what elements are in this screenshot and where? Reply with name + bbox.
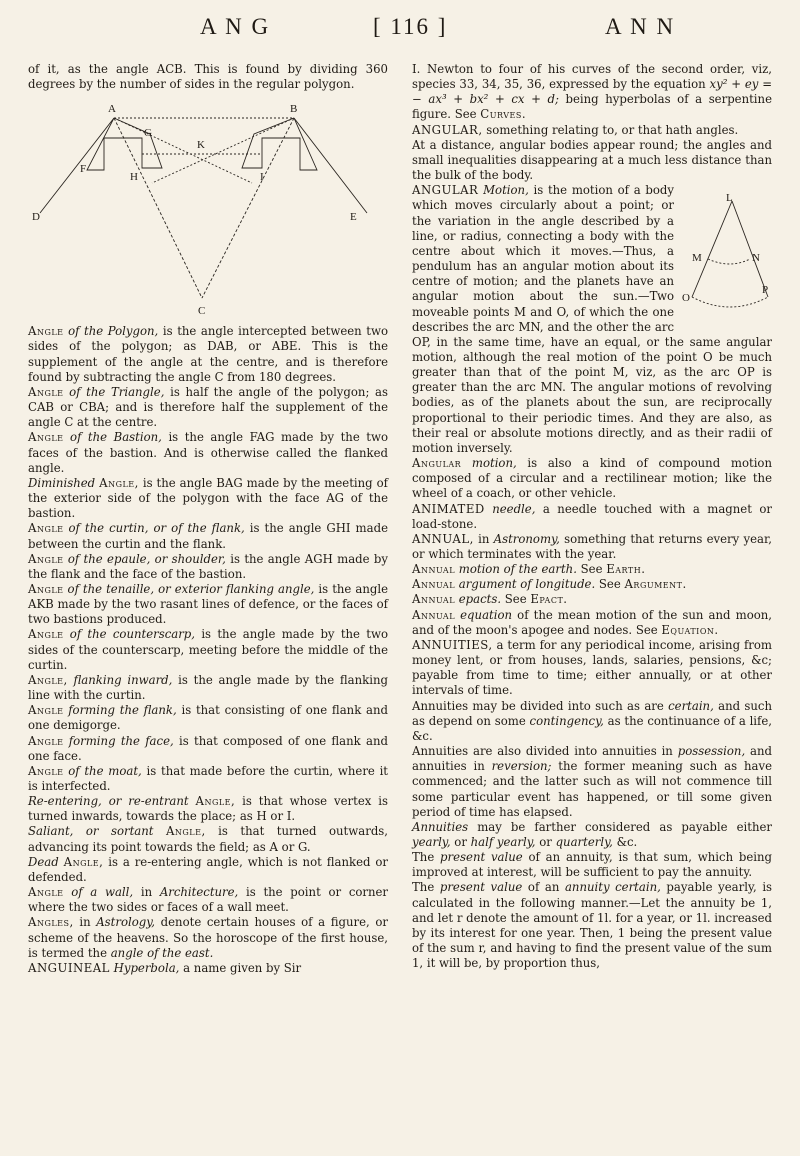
entry-angle-forming-flank: Angle forming the flank, is that consisting of one flank and one demigorge. bbox=[28, 703, 389, 733]
entry-angle-flanking: Angle, flanking inward, is the angle made by the flanking line with the curtin. bbox=[28, 672, 389, 703]
angular-motion-figure bbox=[682, 193, 772, 321]
fig-label-l: L bbox=[726, 193, 733, 205]
entry-angle-tenaille: Angle of the tenaille, or exterior flanking angle, is the angle AKB made by the two rasant lines of defence, or the faces of two bastions produced. bbox=[28, 581, 389, 627]
annuities-certain-paragraph: Annuities may be divided into such as are certain, and such as depend on some contingency, as the continuance of a life, &c. bbox=[412, 698, 773, 743]
entry-annual-epacts: Annual epacts. See Epact. bbox=[412, 592, 568, 607]
angular-paragraph: At a distance, angular bodies appear round; the angles and small inequalities disappearing at a much less distance than the bulk of the body. bbox=[412, 137, 772, 183]
polygon-bastion-figure bbox=[32, 98, 372, 318]
entry-annual: ANNUAL, in Astronomy, something that returns every year, or which terminates with the year. bbox=[412, 531, 773, 561]
entry-animated-needle: ANIMATED needle, a needle touched with a magnet or load-stone. bbox=[412, 501, 772, 531]
entry-angle-wall: Angle of a wall, in Architecture, is the point or corner where the two sides or faces of a wall meet. bbox=[28, 885, 389, 915]
left-column bbox=[28, 62, 388, 976]
page-number: [ 116 ] bbox=[373, 14, 448, 39]
entry-angle-forming-face: Angle forming the face, is that composed of one flank and one face. bbox=[28, 733, 389, 763]
entry-saliant-angle: Saliant, or sortant Angle, is that turned outwards, advancing its point towards the field; as A or G. bbox=[28, 824, 389, 854]
entry-angle-triangle: Angle of the Triangle, is half the angle of the polygon; as CAB or CBA; and is therefore half the supplement of the angle C at the centre. bbox=[28, 384, 389, 430]
fig-label-f: F bbox=[80, 163, 87, 176]
entry-angle-polygon: Angle of the Polygon, is the angle intercepted between two sides of the polygon; as DAB, or ABE. This is the supplement of the angle at the centre, and is therefore found by subtracting the angle C from 180 degrees. bbox=[28, 324, 388, 384]
entry-angle-curtin: Angle of the curtin, or of the flank, is the angle GHI made between the curtin and the flank. bbox=[28, 521, 388, 551]
entry-annual-equation: Annual equation of the mean motion of the sun and moon, and of the moon's apogee and nodes. See Equation. bbox=[412, 607, 773, 637]
fig-label-g: G bbox=[144, 127, 152, 140]
fig-label-m: M bbox=[692, 252, 702, 265]
xref-epact: Epact. bbox=[530, 592, 568, 607]
entry-angle-bastion: Angle of the Bastion, is the angle FAG made by the two faces of the bastion. And is otherwise called the flanked angle. bbox=[28, 430, 389, 475]
entry-anguineal: ANGUINEAL Hyperbola, a name given by Sir bbox=[28, 960, 302, 975]
entry-angular-motion: L M N O P ANGULAR Motion, is the motion of a body which moves circularly about a point; or the variation in the angle described by a line, or radius, connecting a body with the centre about which it moves.—Thus, a pendulum has an angular motion about its centre of motion; and the planets have an angular motion about the sun.—Two moveable points M and O, of which the one describes the arc MN, and the other the arc OP, in the same time, have an equal, or the same angular motion, although the real motion of the point O be much greater than that of the point M, viz, as the arc OP is greater than the arc MN. The angular motions of revolving bodies, as of the planets about the sun, are reciprocally proportional to their periodic times. And they are also, as their real or absolute motions directly, and as their radii of motion inversely. bbox=[412, 183, 772, 455]
running-header bbox=[0, 14, 800, 54]
fig-label-d: D bbox=[32, 211, 40, 224]
annuities-payable-paragraph: Annuities may be farther considered as payable either yearly, or half yearly, or quarterly, &c. bbox=[412, 819, 773, 849]
entry-annual-argument: Annual argument of longitude. See Argument. bbox=[412, 577, 687, 592]
fig-label-b: B bbox=[290, 103, 298, 116]
present-value-paragraph: The present value of an annuity, is that sum, which being improved at interest, will be sufficient to pay the annuity. bbox=[412, 850, 773, 880]
equation: xy² + ey = − ax³ + bx² + cx + d; bbox=[412, 77, 772, 107]
entry-angular-motion-compound: Angular motion, is also a kind of compound motion composed of a circular and a rectilinear motion; like the wheel of a coach, or other vehicle. bbox=[412, 456, 772, 501]
fig-label-i: I bbox=[260, 171, 264, 184]
xref-equation: Equation. bbox=[661, 622, 719, 637]
entry-angular: ANGULAR, something relating to, or that hath angles. bbox=[412, 122, 739, 137]
entry-annual-motion: Annual motion of the earth. See Earth. bbox=[412, 562, 646, 577]
header-right-word: A N N bbox=[605, 14, 676, 39]
entry-angle-moat: Angle of the moat, is that made before the curtin, where it is interfected. bbox=[28, 763, 389, 793]
entry-diminished-angle: Diminished Angle, is the angle BAG made by the meeting of the exterior side of the polygon with the face AG of the bastion. bbox=[28, 475, 389, 521]
fig-label-e: E bbox=[350, 211, 357, 224]
entry-angle-epaule: Angle of the epaule, or shoulder, is the angle AGH made by the flank and the face of the bastion. bbox=[28, 551, 388, 581]
entry-angles-astrology: Angles, in Astrology, denote certain houses of a figure, or scheme of the heavens. So the horoscope of the first house, is termed the angle of the east. bbox=[28, 915, 389, 960]
fig-label-o: O bbox=[682, 292, 690, 305]
entry-dead-angle: Dead Angle, is a re-entering angle, which is not flanked or defended. bbox=[28, 854, 388, 884]
fig-label-p: P bbox=[762, 284, 769, 297]
annuity-certain-calc-paragraph: The present value of an annuity certain, payable yearly, is calculated in the following manner.—Let the annuity be 1, and let r denote the amount of 1l. for a year, or 1l. increased by its interest for one year. Then, 1 being the present value of the sum r, and having to find the present value of the sum 1, it will be, by proportion thus, bbox=[412, 880, 773, 971]
intro-paragraph: of it, as the angle ACB. This is found by dividing 360 degrees by the number of sides in the regular polygon. bbox=[28, 62, 388, 92]
xref-earth: Earth. bbox=[606, 562, 646, 577]
anguineal-continuation: I. Newton to four of his curves of the second order, viz, species 33, 34, 35, 36, expressed by the equation xy² + ey = − ax³ + bx² + cx + d; being hyperbolas of a serpentine figure. See Curves. bbox=[412, 62, 772, 122]
entry-angle-counterscarp: Angle of the counterscarp, is the angle made by the two sides of the counterscarp, meeting before the middle of the curtin. bbox=[28, 627, 388, 672]
entry-annuities: ANNUITIES, a term for any periodical income, arising from money lent, or from houses, lands, salaries, pensions, &c; payable from time to time; either annually, or at other intervals of time. bbox=[412, 637, 772, 698]
fig-label-n: N bbox=[752, 252, 760, 265]
fig-label-k: K bbox=[197, 139, 205, 152]
entry-reentering-angle: Re-entering, or re-entrant Angle, is that whose vertex is turned inwards, towards the place; as H or I. bbox=[28, 794, 388, 824]
right-column bbox=[412, 62, 772, 971]
fig-label-h: H bbox=[130, 171, 138, 184]
fig-label-a: A bbox=[108, 103, 116, 116]
xref-argument: Argument. bbox=[624, 577, 687, 592]
header-left-word: A N G bbox=[200, 14, 271, 39]
annuities-possession-paragraph: Annuities are also divided into annuities in possession, and annuities in reversion; the former meaning such as have commenced; and the latter such as will not commence till some particular event has happened, or till some given period of time has elapsed. bbox=[412, 744, 773, 819]
fig-label-c: C bbox=[198, 305, 206, 318]
